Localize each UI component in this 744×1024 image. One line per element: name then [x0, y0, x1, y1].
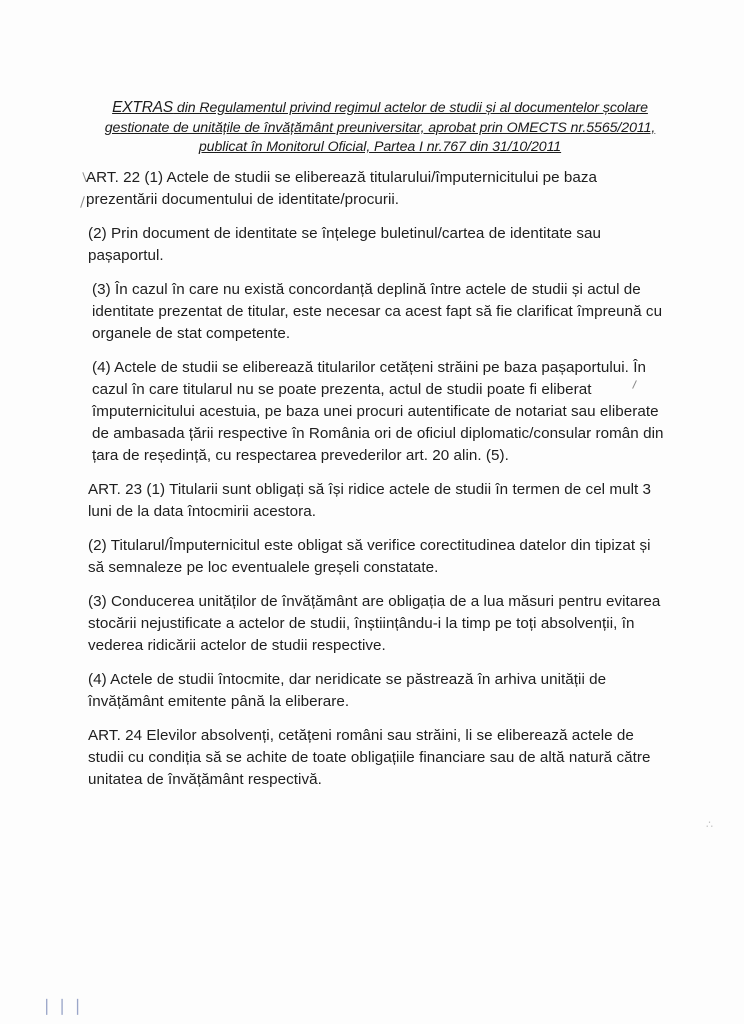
- scan-speckle-icon: ∴: [706, 819, 713, 831]
- art23-para1: ART. 23 (1) Titularii sunt obligați să își ridice actele de studii în termen de cel mult 3 luni de la data întocmirii acestora.: [88, 481, 652, 520]
- header-lead: EXTRAS: [112, 99, 174, 116]
- art22-para4: (4) Actele de studii se eliberează titularilor cetățeni străini pe baza pașaportului. În cazul în care titularul nu se poate prezenta, actul de studii poate fi eliberat împuternicitului acestuia, pe baza unei procuri autentificate de notariat sau eliberate de ambasada țării respective în România ori de oficiul diplomatic/consular român din țara de reședință, cu respectarea prevederilor art. 20 alin. (5).: [92, 359, 664, 464]
- header-line1: din Regulamentul privind regimul actelor de studii și al documentelor școlare: [173, 100, 648, 116]
- handwritten-scribble-icon: ❘❘❘: [40, 998, 87, 1015]
- art22-para2: (2) Prin document de identitate se înțelege buletinul/cartea de identitate sau pașaportul.: [88, 225, 602, 264]
- margin-tick-mark: [80, 196, 85, 208]
- art22-para1: ART. 22 (1) Actele de studii se eliberează titularului/împuternicitului pe baza prezentării documentului de identitate/procurii.: [86, 169, 598, 208]
- art22-para3: (3) În cazul în care nu există concordanță deplină între actele de studii și actul de identitate prezentat de titular, este necesar ca acest fapt să fie clarificat împreună cu organele de stat competente.: [92, 281, 663, 342]
- document-body: [88, 167, 668, 803]
- art23-para3: (3) Conducerea unităților de învățământ are obligația de a lua măsuri pentru evitarea stocării nejustificate a actelor de studii, înștiințându-i la timp pe toți absolvenții, în vederea ridicării actelor de studii respective.: [88, 593, 661, 654]
- art23-para2: (2) Titularul/Împuternicitul este obligat să verifice corectitudinea datelor din tipizat și să semnaleze pe loc eventualele greșeli constatate.: [88, 537, 651, 576]
- document-header: [80, 98, 680, 158]
- art24-para1: ART. 24 Elevilor absolvenți, cetățeni români sau străini, li se eliberează actele de studii cu condiția să se achite de toate obligațiile financiare sau de altă natură către unitatea de învățământ respectivă.: [88, 727, 651, 788]
- art23-para4: (4) Actele de studii întocmite, dar neridicate se păstrează în arhiva unității de învățământ emitente până la eliberare.: [88, 671, 607, 710]
- header-line3: publicat în Monitorul Oficial, Partea I nr.767 din 31/10/2011: [198, 139, 562, 155]
- header-line2: gestionate de unitățile de învățământ preuniversitar, aprobat prin OMECTS nr.5565/2011,: [104, 119, 656, 136]
